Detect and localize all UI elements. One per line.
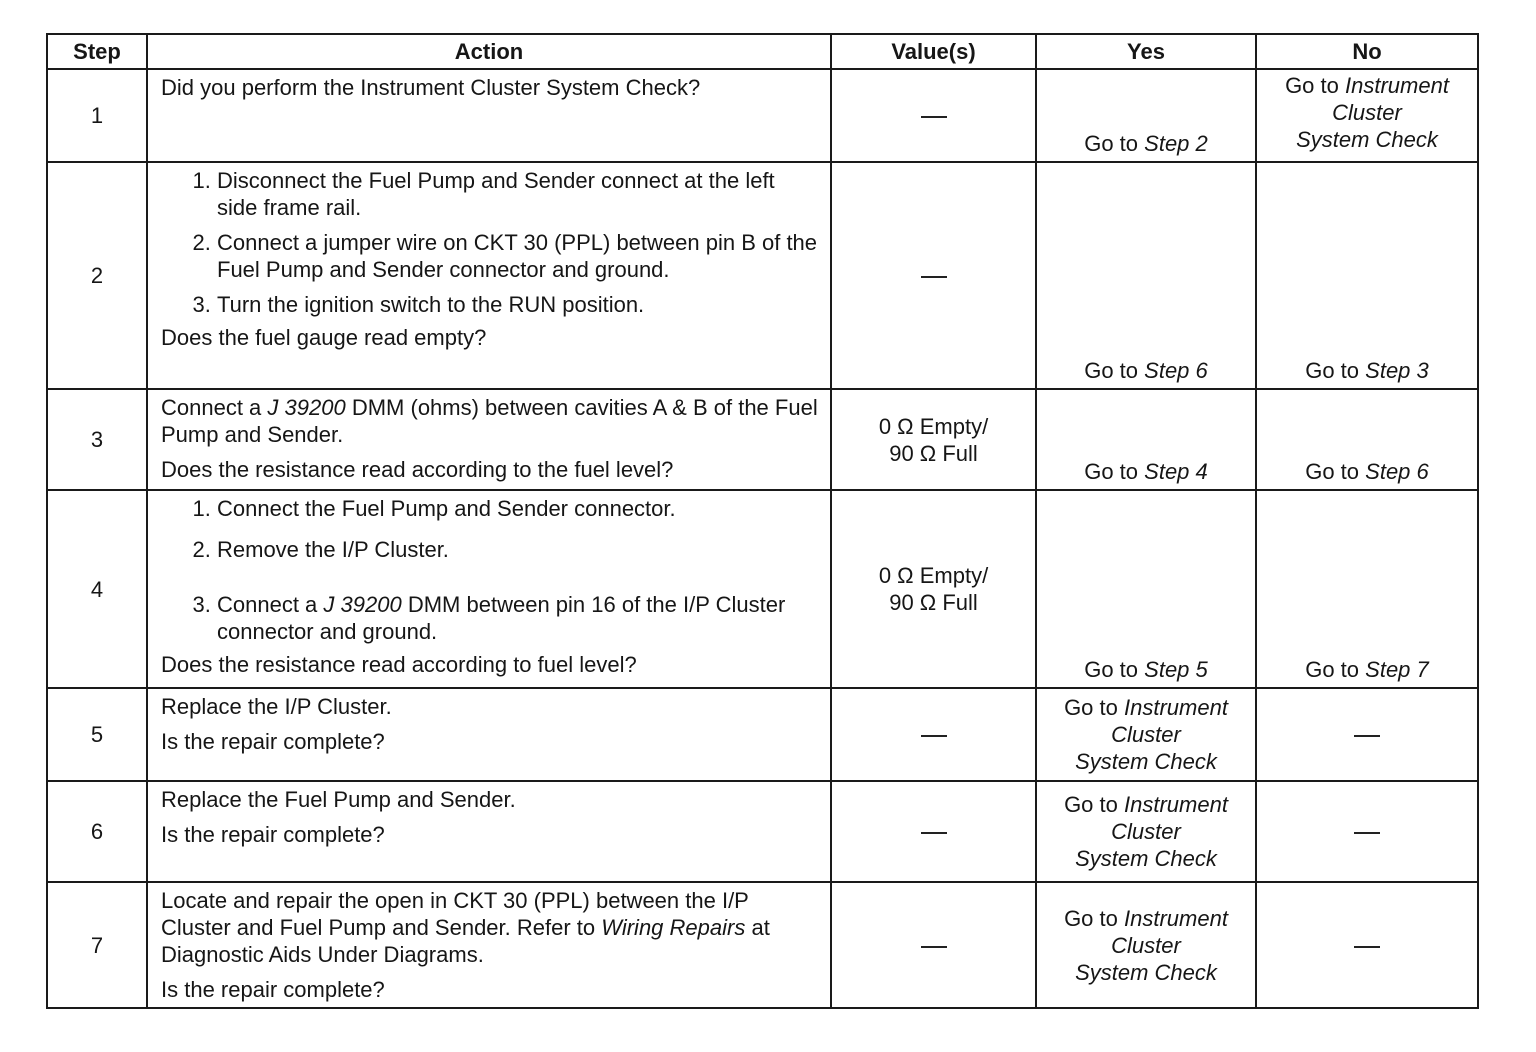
dash-mark — [921, 735, 947, 737]
no-prefix: Go to — [1305, 358, 1360, 383]
no-cell — [1256, 688, 1478, 781]
action-cell — [147, 882, 831, 1008]
no-cell — [1256, 69, 1478, 162]
header-action: Action — [147, 34, 831, 69]
yes-prefix: Go to — [1084, 358, 1139, 383]
no-target: Step 6 — [1365, 459, 1429, 484]
yes-target-line3: System Check — [1075, 846, 1217, 871]
action-cell — [147, 781, 831, 882]
dash-mark — [921, 276, 947, 278]
table-row — [47, 490, 1478, 688]
diagnostic-table — [46, 33, 1479, 1009]
substep: 2. Remove the I/P Cluster. — [217, 536, 818, 563]
no-target: Step 3 — [1365, 358, 1429, 383]
dash-mark — [921, 946, 947, 948]
action-cell — [147, 162, 831, 389]
reference-link: Wiring Repairs — [601, 915, 746, 940]
step-number: 6 — [47, 781, 147, 882]
no-target-line3: System Check — [1296, 127, 1438, 152]
table-row — [47, 69, 1478, 162]
substep-list — [161, 495, 818, 645]
dash-mark — [1354, 946, 1380, 948]
value-cell — [831, 69, 1036, 162]
step-number: 5 — [47, 688, 147, 781]
no-target: Step 7 — [1365, 657, 1429, 682]
header-row — [47, 34, 1478, 69]
action-text: Locate and repair the open in CKT 30 (PPL) between the I/P Cluster and Fuel Pump and Sender. Refer to — [161, 888, 749, 940]
value-cell — [831, 162, 1036, 389]
yes-cell — [1036, 69, 1256, 162]
action-text: Replace the Fuel Pump and Sender. — [161, 787, 516, 812]
yes-prefix: Go to — [1064, 695, 1118, 720]
no-cell — [1256, 781, 1478, 882]
step-number: 2 — [47, 162, 147, 389]
yes-prefix: Go to — [1064, 792, 1118, 817]
table-row — [47, 389, 1478, 490]
yes-cell — [1036, 490, 1256, 688]
yes-cell — [1036, 882, 1256, 1008]
yes-target-line2: Cluster — [1111, 819, 1181, 844]
dash-mark — [1354, 832, 1380, 834]
action-question: Did you perform the Instrument Cluster System Check? — [161, 75, 701, 100]
substep — [217, 591, 818, 645]
yes-target-line2: Cluster — [1111, 722, 1181, 747]
table-row — [47, 162, 1478, 389]
header-yes: Yes — [1036, 34, 1256, 69]
action-cell — [147, 389, 831, 490]
header-step: Step — [47, 34, 147, 69]
yes-cell — [1036, 162, 1256, 389]
dash-mark — [1354, 735, 1380, 737]
header-values: Value(s) — [831, 34, 1036, 69]
yes-prefix: Go to — [1084, 131, 1139, 156]
table-row — [47, 882, 1478, 1008]
yes-target-line2: Cluster — [1111, 932, 1181, 958]
substep: 1. Disconnect the Fuel Pump and Sender connect at the left side frame rail. — [217, 167, 818, 221]
no-target-line2: Cluster — [1332, 100, 1402, 125]
action-cell — [147, 490, 831, 688]
value-cell — [831, 882, 1036, 1008]
tool-number: J 39200 — [323, 592, 402, 617]
yes-target-line3: System Check — [1075, 749, 1217, 774]
yes-prefix: Go to — [1084, 459, 1139, 484]
yes-target-line1: Instrument — [1124, 905, 1228, 931]
substep-list — [161, 167, 818, 318]
yes-cell — [1036, 688, 1256, 781]
yes-cell — [1036, 389, 1256, 490]
yes-prefix: Go to — [1084, 657, 1139, 682]
no-cell — [1256, 162, 1478, 389]
action-question: Is the repair complete? — [161, 822, 385, 847]
substep-text: DMM between pin 16 of the I/P Cluster connector and ground. — [217, 592, 786, 644]
step-number: 4 — [47, 490, 147, 688]
value-line: 0 Ω Empty/ — [878, 413, 989, 439]
no-prefix: Go to — [1305, 657, 1360, 682]
table-row — [47, 781, 1478, 882]
action-text: at Diagnostic Aids Under Diagrams. — [161, 915, 770, 967]
no-prefix: Go to — [1285, 73, 1339, 98]
yes-target-line1: Instrument — [1124, 792, 1228, 817]
action-question: Is the repair complete? — [161, 729, 385, 754]
substep: 2. Connect a jumper wire on CKT 30 (PPL) between pin B of the Fuel Pump and Sender connector and ground. — [217, 229, 818, 283]
dash-mark — [921, 116, 947, 118]
value-line: 90 Ω Full — [889, 440, 978, 466]
substep-text: Connect a — [217, 592, 318, 617]
action-question: Does the fuel gauge read empty? — [161, 325, 487, 350]
tool-number: J 39200 — [267, 395, 346, 420]
step-number: 1 — [47, 69, 147, 162]
step-number: 3 — [47, 389, 147, 490]
table-row — [47, 688, 1478, 781]
header-no: No — [1256, 34, 1478, 69]
action-text: DMM (ohms) between cavities A & B of the Fuel Pump and Sender. — [161, 395, 818, 447]
value-cell — [831, 781, 1036, 882]
dash-mark — [921, 832, 947, 834]
no-prefix: Go to — [1305, 459, 1360, 484]
yes-target: Step 5 — [1144, 657, 1208, 682]
yes-target-line3: System Check — [1075, 959, 1217, 985]
no-cell — [1256, 490, 1478, 688]
action-question: Does the resistance read according to fuel level? — [161, 652, 637, 677]
value-line: 90 Ω Full — [889, 590, 978, 615]
action-text: Replace the I/P Cluster. — [161, 694, 392, 719]
yes-prefix: Go to — [1064, 905, 1118, 931]
action-question: Is the repair complete? — [161, 977, 385, 1002]
value-cell — [831, 389, 1036, 490]
action-cell — [147, 69, 831, 162]
yes-cell — [1036, 781, 1256, 882]
yes-target: Step 4 — [1144, 459, 1208, 484]
value-line: 0 Ω Empty/ — [878, 563, 989, 588]
action-cell — [147, 688, 831, 781]
yes-target: Step 6 — [1144, 358, 1208, 383]
action-question: Does the resistance read according to the fuel level? — [161, 457, 674, 482]
substep: 3. Turn the ignition switch to the RUN position. — [217, 291, 818, 318]
yes-target-line1: Instrument — [1124, 695, 1228, 720]
step-number: 7 — [47, 882, 147, 1008]
no-target-line1: Instrument — [1345, 73, 1449, 98]
value-cell — [831, 688, 1036, 781]
action-text: Connect a — [161, 395, 262, 420]
no-cell — [1256, 882, 1478, 1008]
value-cell — [831, 490, 1036, 688]
yes-target: Step 2 — [1144, 131, 1208, 156]
no-cell — [1256, 389, 1478, 490]
substep: 1. Connect the Fuel Pump and Sender connector. — [217, 495, 818, 522]
